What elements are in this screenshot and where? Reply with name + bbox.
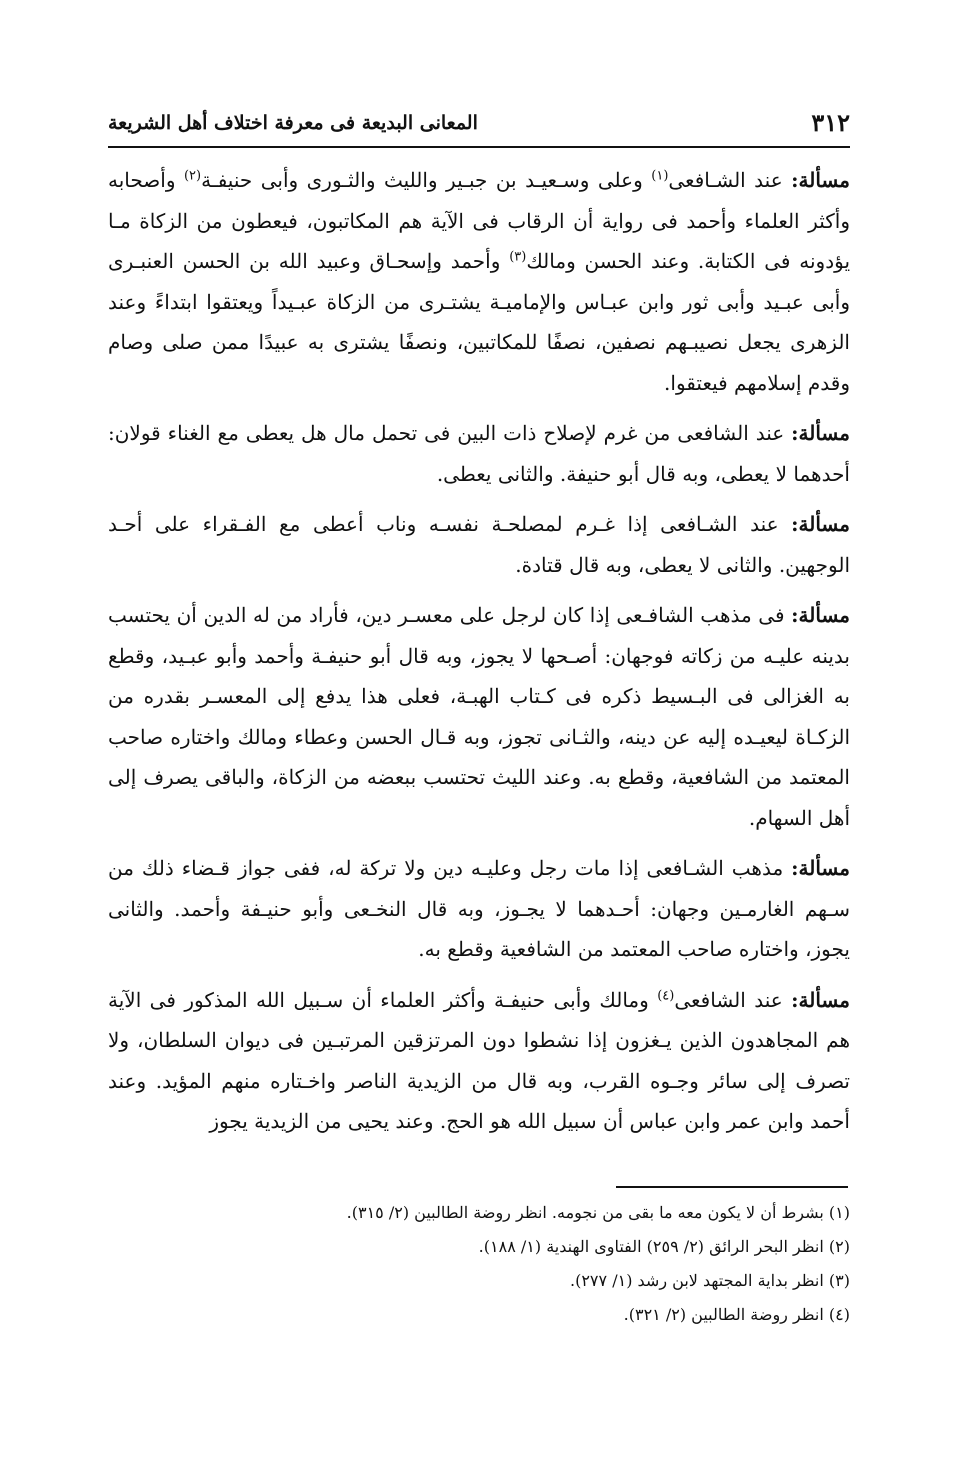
footnote: (٤) انظر روضة الطالبين (٢/ ٣٢١). [623, 1305, 850, 1324]
main-text [108, 160, 850, 1152]
paragraph-text: فى مذهب الشافـعى إذا كان لرجل على معسـر دين، فأراد من له الدين أن يحتسب بدينه عليـه من زكاته فوجهان: أصـحها لا يجوز، وبه قال أبو حنيفـة وأحمد وأبو عبـيد، وقطع به الغزالى فى البـسيط ذكره فى كـتاب الهبـة، فعلى هذا يدفع إلى المعسـر بقدره من الزكـاة ليعيـده إليه عن دينه، والثـانى تجوز، وبه قـال الحسن وعطاء ومالك واختاره صاحب المعتمد من الشافعية، وقطع به. وعند الليث تحتسب ببعضه من الزكاة، والباقى يصرف إلى أهل السهام. [108, 603, 850, 830]
masala-paragraph [108, 413, 850, 494]
footnote-reference: (٢) [183, 168, 202, 184]
masala-label: مسألة: [791, 168, 850, 192]
footnote: (٢) انظر البحر الرائق (٢/ ٢٥٩) الفتاوى الهندية (١/ ١٨٨). [478, 1237, 850, 1256]
paragraph-text: وأصحابه وأكثر العلماء وأحمد فى رواية أن الرقاب فى الآية هم المكاتبون، فيعطون من الزكاة مـا يؤدونه فى الكتابة. وعند الحسن ومالك [108, 168, 851, 273]
masala-paragraph [108, 980, 850, 1142]
page-header [108, 108, 850, 142]
paragraph-text: وعلى وسـعيـد بن جبـير والليث والثـورى وأبى حنيفـة [201, 168, 652, 192]
footnote-reference: (٣) [509, 249, 527, 265]
paragraph-text: عند الشافعى [674, 987, 792, 1012]
masala-label: مسألة: [791, 987, 850, 1012]
running-title: المعانى البديعة فى معرفة اختلاف أهل الشريعة [108, 112, 478, 134]
masala-label: مسألة: [791, 421, 850, 445]
masala-paragraph [108, 504, 850, 585]
masala-label: مسألة: [791, 603, 851, 627]
masala-paragraph [108, 595, 850, 838]
paragraph-text: عند الشافعى من غرم لإصلاح ذات البين فى تحمل مال هل يعطى مع الغناء قولان: أحدهما لا يعطى، وبه قال أبو حنيفة. والثانى يعطى. [108, 421, 850, 486]
footnote: (٣) انظر بداية المجتهد لابن رشد (١/ ٢٧٧). [570, 1271, 850, 1290]
footnotes [108, 1196, 850, 1332]
page-number: ٣١٢ [811, 108, 850, 137]
masala-paragraph [108, 160, 850, 403]
header-rule [108, 146, 850, 148]
footnote: (١) بشرط أن لا يكون معه ما بقى من نجومه. انظر روضة الطالبين (٢/ ٣١٥). [346, 1203, 850, 1222]
paragraph-text: عند الشـافعى إذا غـرم لمصلحـة نفسـه وناب أعطى مع الفـقراء على أحـد الوجهين. والثانى لا يعطى، وبه قال قتادة. [108, 512, 850, 577]
footnote-separator [616, 1186, 848, 1188]
masala-label: مسألة: [791, 856, 850, 880]
paragraph-text: عند الشـافعى [668, 168, 792, 192]
masala-label: مسألة: [791, 512, 850, 536]
paragraph-text: وأحمد وإسحـاق وعبيد الله بن الحسن العنبـرى وأبى عبـيد وأبى ثور وابن عبـاس والإماميـة يشتـرى من الزكاة عبـيداً ويعتقوا ابتداءً وعند الزهرى يجعل نصيبـهم نصفين، نصفًا للمكاتبين، ونصفًا يشترى به عبيدًا ممن صلى وصام وقدم إسلامهم فيعتقوا. [108, 249, 850, 395]
paragraph-text: ومالك وأبى حنيفـة وأكثر العلماء أن سـبيل الله المذكور فى الآية هم المجاهدون الذين يـغزون إذا نشطوا دون المرتزقين المرتبـين فى ديوان السلطان، ولا تصرف إلى سائر وجـوه القرب، وبه قال من الزيدية الناصر واخـتاره منهم المؤيد. وعند أحمد وابن عمر وابن عباس أن سبيل الله هو الحج. وعند يحيى من الزيدية يجوز [108, 987, 850, 1133]
masala-paragraph [108, 848, 850, 970]
paragraph-text: مذهب الشـافعى إذا مات رجل وعليـه دين ولا تركة له، ففى جواز قـضاء ذلك من سـهم الغارمـين وجهان: أحـدهما لا يجـوز، وبه قال النخـعى وأبو حنيـفة وأحمد. والثانى يجوز، واختاره صاحب المعتمد من الشافعية وقطع به. [108, 856, 850, 961]
footnote-reference: (٤) [657, 987, 675, 1003]
footnote-reference: (١) [651, 168, 669, 184]
